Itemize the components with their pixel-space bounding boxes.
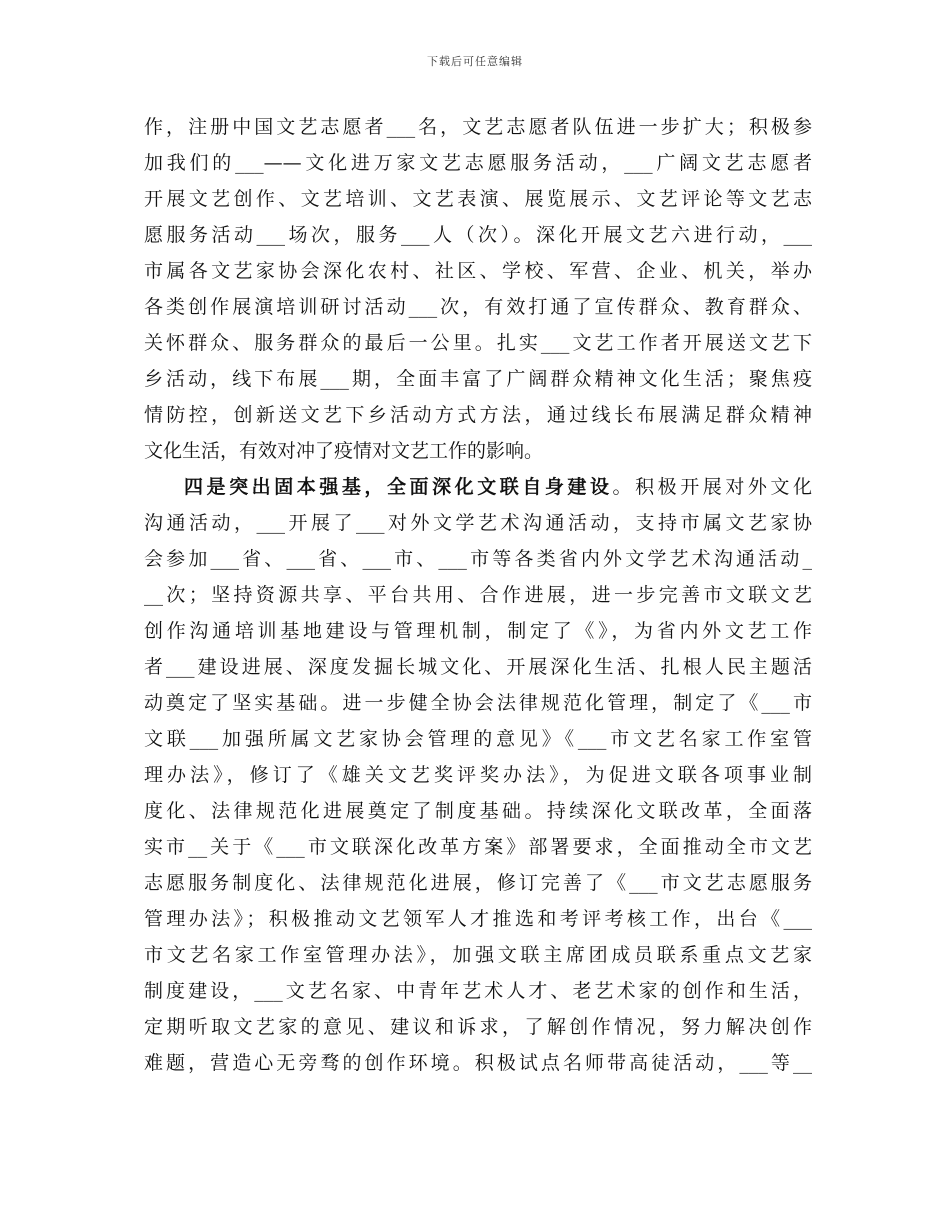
page-header: 下载后可任意编辑 bbox=[427, 55, 523, 68]
text-line: 情防控，创新送文艺下乡活动方式方法，通过线长布展满足群众精神 bbox=[144, 404, 812, 426]
text-line: 创作沟通培训基地建设与管理机制，制定了《》，为省内外文艺工作 bbox=[144, 620, 812, 642]
section-heading: 四是突出固本强基，全面深化文联自身建设 bbox=[184, 476, 613, 498]
text-line: 沟通活动，___开展了___对外文学艺术沟通活动，支持市属文艺家协 bbox=[144, 512, 812, 534]
text-line: 市属各文艺家协会深化农村、社区、学校、军营、企业、机关，举办 bbox=[144, 260, 812, 282]
text-line: 乡活动，线下布展___期，全面丰富了广阔群众精神文化生活；聚焦疫 bbox=[144, 368, 812, 390]
text-line: 作，注册中国文艺志愿者___名，文艺志愿者队伍进一步扩大；积极参 bbox=[144, 116, 812, 138]
text-line: 定期听取文艺家的意见、建议和诉求，了解创作情况，努力解决创作 bbox=[144, 1016, 812, 1038]
text-line: 度化、法律规范化进展奠定了制度基础。持续深化文联改革，全面落 bbox=[144, 800, 812, 822]
text-line: 文联___加强所属文艺家协会管理的意见》《___市文艺名家工作室管 bbox=[144, 728, 812, 750]
text-line: 难题，营造心无旁骛的创作环境。积极试点名师带高徒活动，___等__ bbox=[144, 1052, 812, 1074]
paragraph-2 bbox=[144, 469, 812, 1081]
text-line: 管理办法》；积极推动文艺领军人才推选和考评考核工作，出台《___ bbox=[144, 908, 812, 930]
text-line: 实市__关于《___市文联深化改革方案》部署要求，全面推动全市文艺 bbox=[144, 836, 812, 858]
text-line: 动奠定了坚实基础。进一步健全协会法律规范化管理，制定了《___市 bbox=[144, 692, 812, 714]
text-line: 开展文艺创作、文艺培训、文艺表演、展览展示、文艺评论等文艺志 bbox=[144, 188, 812, 210]
text-line: 会参加___省、___省、___市、___市等各类省内外文学艺术沟通活动_ bbox=[144, 548, 812, 570]
text-line: 各类创作展演培训研讨活动___次，有效打通了宣传群众、教育群众、 bbox=[144, 296, 812, 318]
text-line: 关怀群众、服务群众的最后一公里。扎实___文艺工作者开展送文艺下 bbox=[144, 332, 812, 354]
text-line: 理办法》，修订了《雄关文艺奖评奖办法》，为促进文联各项事业制 bbox=[144, 764, 812, 786]
text-line: 加我们的___——文化进万家文艺志愿服务活动，___广阔文艺志愿者 bbox=[144, 152, 812, 174]
text-run: 。积极开展对外文化 bbox=[612, 476, 812, 498]
paragraph-first-line bbox=[144, 469, 812, 505]
text-line: 者___建设进展、深度发掘长城文化、开展深化生活、扎根人民主题活 bbox=[144, 656, 812, 678]
text-line: 愿服务活动___场次，服务___人（次）。深化开展文艺六进行动，___ bbox=[144, 224, 812, 246]
text-line: 志愿服务制度化、法律规范化进展，修订完善了《___市文艺志愿服务 bbox=[144, 872, 812, 894]
text-line: __次；坚持资源共享、平台共用、合作进展，进一步完善市文联文艺 bbox=[144, 584, 812, 606]
text-line: 市文艺名家工作室管理办法》，加强文联主席团成员联系重点文艺家 bbox=[144, 944, 812, 966]
document-body bbox=[144, 109, 812, 1081]
text-line: 制度建设，___文艺名家、中青年艺术人才、老艺术家的创作和生活， bbox=[144, 980, 812, 1002]
paragraph-1 bbox=[144, 109, 812, 469]
text-line: 文化生活，有效对冲了疫情对文艺工作的影响。 bbox=[144, 440, 544, 462]
